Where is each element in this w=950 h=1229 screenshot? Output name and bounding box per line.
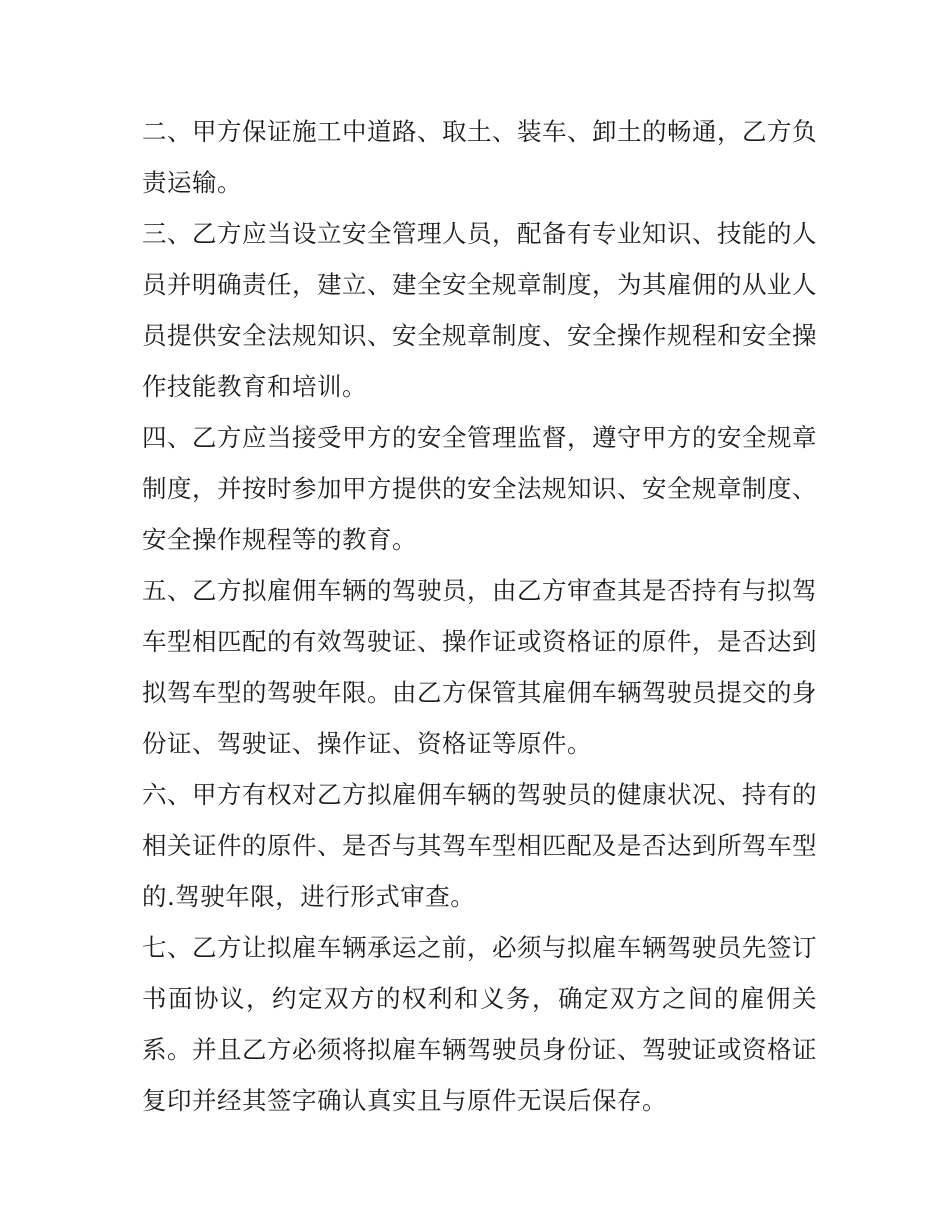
document-body bbox=[142, 106, 817, 1126]
clause-6: 六、甲方有权对乙方拟雇佣车辆的驾驶员的健康状况、持有的相关证件的原件、是否与其驾车型相匹配及是否达到所驾车型的.驾驶年限，进行形式审查。 bbox=[142, 780, 817, 911]
clause-7: 七、乙方让拟雇车辆承运之前，必须与拟雇车辆驾驶员先签订书面协议，约定双方的权利和义务，确定双方之间的雇佣关系。并且乙方必须将拟雇车辆驾驶员身份证、驾驶证或资格证复印并经其签字确认真实且与原件无误后保存。 bbox=[142, 933, 817, 1115]
clause-4: 四、乙方应当接受甲方的安全管理监督，遵守甲方的安全规章制度，并按时参加甲方提供的安全法规知识、安全规章制度、安全操作规程等的教育。 bbox=[142, 423, 817, 554]
clause-5: 五、乙方拟雇佣车辆的驾驶员，由乙方审查其是否持有与拟驾车型相匹配的有效驾驶证、操作证或资格证的原件，是否达到拟驾车型的驾驶年限。由乙方保管其雇佣车辆驾驶员提交的身份证、驾驶证、操作证、资格证等原件。 bbox=[142, 576, 817, 758]
clause-2: 二、甲方保证施工中道路、取土、装车、卸土的畅通，乙方负责运输。 bbox=[142, 117, 817, 197]
clause-3: 三、乙方应当设立安全管理人员，配备有专业知识、技能的人员并明确责任，建立、建全安全规章制度，为其雇佣的从业人员提供安全法规知识、安全规章制度、安全操作规程和安全操作技能教育和培训。 bbox=[142, 219, 817, 401]
